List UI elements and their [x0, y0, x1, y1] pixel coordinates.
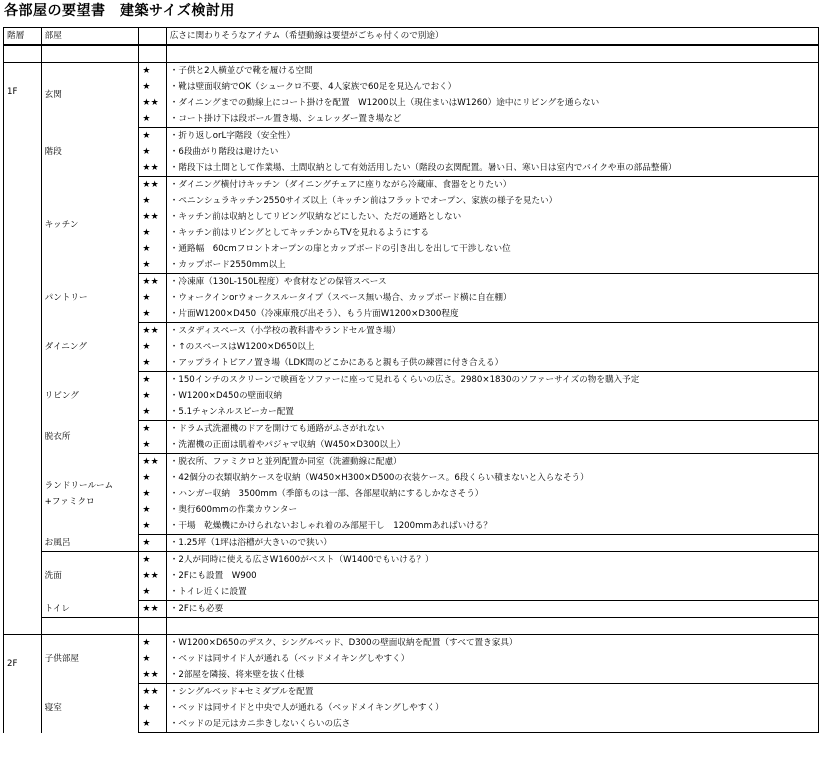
requirement-text: ・W1200×D650のデスク、シングルベッド、D300の壁面収納を配置（すべて置き家具） — [166, 635, 818, 652]
room-name: 子供部屋 — [41, 635, 139, 684]
priority-stars: ★ — [139, 584, 166, 601]
priority-stars: ★★ — [139, 323, 166, 340]
header-floor: 階層 — [4, 28, 42, 46]
table-row — [4, 274, 819, 291]
priority-stars: ★ — [139, 651, 166, 667]
requirement-text: ・奥行600mmの作業カウンター — [166, 502, 818, 518]
room-name: トイレ — [41, 601, 139, 618]
requirements-table — [3, 27, 819, 733]
spacer-cell — [41, 45, 139, 63]
priority-stars: ★ — [139, 225, 166, 241]
table-row — [4, 372, 819, 389]
requirement-text: ・ベッドは同サイドと中央で人が通れる（ベッドメイキングしやすく） — [166, 700, 818, 716]
requirement-text: ・6段曲がり階段は避けたい — [166, 144, 818, 160]
priority-stars: ★★ — [139, 454, 166, 471]
priority-stars: ★ — [139, 502, 166, 518]
priority-stars: ★ — [139, 518, 166, 535]
room-name: リビング — [41, 372, 139, 421]
spacer-cell — [139, 618, 166, 635]
requirement-text: ・ダイニングまでの動線上にコート掛けを配置 W1200以上（現住まいはW1260）途中にリビングを通らない — [166, 95, 818, 111]
requirement-text: ・2Fにも必要 — [166, 601, 818, 618]
priority-stars: ★ — [139, 193, 166, 209]
floor-spacer-row — [4, 618, 819, 635]
requirement-text: ・片面W1200×D450（冷凍庫飛び出そう）、もう片面W1200×D300程度 — [166, 306, 818, 323]
room-name: 脱衣所 — [41, 421, 139, 454]
priority-stars: ★ — [139, 635, 166, 652]
requirement-text: ・↑のスペースはW1200×D650以上 — [166, 339, 818, 355]
priority-stars: ★ — [139, 437, 166, 454]
header-requirements: 広さに関わりそうなアイテム（希望動線は要望がごちゃ付くので別途） — [166, 28, 818, 46]
requirement-text: ・子供と2人横並びで靴を履ける空間 — [166, 63, 818, 80]
requirement-text: ・アップライトピアノ置き場（LDK間のどこかにあると親も子供の練習に付き合える） — [166, 355, 818, 372]
priority-stars: ★ — [139, 700, 166, 716]
spacer-cell — [139, 45, 166, 63]
spacer-cell — [4, 618, 42, 635]
room-name: お風呂 — [41, 535, 139, 552]
requirement-text: ・干場 乾燥機にかけられないおしゃれ着のみ部屋干し 1200mmあればいける？ — [166, 518, 818, 535]
room-name: ダイニング — [41, 323, 139, 372]
header-row — [4, 28, 819, 46]
spacer-cell — [4, 45, 42, 63]
priority-stars: ★ — [139, 111, 166, 128]
requirement-text: ・洗濯機の正面は肌着やパジャマ収納（W450×D300以上） — [166, 437, 818, 454]
floor-label: 1F — [4, 63, 42, 618]
priority-stars: ★ — [139, 486, 166, 502]
requirement-text: ・ベッドの足元はカニ歩きしないくらいの広さ — [166, 716, 818, 733]
requirement-text: ・キッチン前は収納としてリビング収納などにしたい、ただの通路としない — [166, 209, 818, 225]
priority-stars: ★ — [139, 716, 166, 733]
table-row — [4, 63, 819, 80]
requirement-text: ・コート掛け下は段ボール置き場、シュレッダー置き場など — [166, 111, 818, 128]
priority-stars: ★★ — [139, 177, 166, 194]
room-name: 玄関 — [41, 63, 139, 128]
priority-stars: ★ — [139, 290, 166, 306]
priority-stars: ★★ — [139, 95, 166, 111]
requirement-text: ・ドラム式洗濯機のドアを開けても通路がふさがれない — [166, 421, 818, 438]
floor-label: 2F — [4, 635, 42, 733]
room-name: パントリー — [41, 274, 139, 323]
priority-stars: ★★ — [139, 667, 166, 684]
priority-stars: ★★ — [139, 601, 166, 618]
table-row — [4, 454, 819, 471]
room-name: ランドリールーム +ファミクロ — [41, 454, 139, 535]
table-row — [4, 552, 819, 569]
priority-stars: ★★ — [139, 209, 166, 225]
requirement-text: ・ベッドは同サイド人が通れる（ベッドメイキングしやすく） — [166, 651, 818, 667]
requirement-text: ・150インチのスクリーンで映画をソファーに座って見れるくらいの広さ。2980×1830のソファーサイズの物を購入予定 — [166, 372, 818, 389]
priority-stars: ★ — [139, 355, 166, 372]
requirement-text: ・冷凍庫（130L-150L程度）や食材などの保管スペース — [166, 274, 818, 291]
priority-stars: ★★ — [139, 160, 166, 177]
requirement-text: ・2部屋を隣接、将来壁を抜く仕様 — [166, 667, 818, 684]
requirement-text: ・カップボード2550mm以上 — [166, 257, 818, 274]
requirement-text: ・通路幅 60cmフロントオープンの扉とカップボードの引き出しを出して干渉しない位 — [166, 241, 818, 257]
spacer-cell — [166, 618, 818, 635]
priority-stars: ★ — [139, 63, 166, 80]
requirement-text: ・ペニンシュラキッチン2550サイズ以上（キッチン前はフラットでオープン、家族の様子を見たい） — [166, 193, 818, 209]
page-title: 各部屋の要望書 建築サイズ検討用 — [4, 3, 235, 19]
priority-stars: ★ — [139, 421, 166, 438]
priority-stars: ★ — [139, 241, 166, 257]
requirement-text: ・スタディスペース（小学校の教科書やランドセル置き場） — [166, 323, 818, 340]
priority-stars: ★ — [139, 404, 166, 421]
requirement-text: ・キッチン前はリビングとしてキッチンからTVを見れるようにする — [166, 225, 818, 241]
requirement-text: ・トイレ近くに設置 — [166, 584, 818, 601]
priority-stars: ★★ — [139, 274, 166, 291]
requirement-text: ・折り返しorL字階段（安全性） — [166, 128, 818, 145]
table-row — [4, 177, 819, 194]
priority-stars: ★ — [139, 372, 166, 389]
priority-stars: ★ — [139, 128, 166, 145]
header-room: 部屋 — [41, 28, 139, 46]
table-row — [4, 601, 819, 618]
priority-stars: ★ — [139, 388, 166, 404]
priority-stars: ★ — [139, 306, 166, 323]
requirement-text: ・ウォークインorウォークスルータイプ（スペース無い場合、カップボード横に自在棚） — [166, 290, 818, 306]
requirement-text: ・1.25坪（1坪は浴槽が大きいので狭い） — [166, 535, 818, 552]
table-row — [4, 421, 819, 438]
requirement-text: ・ハンガー収納 3500mm（季節ものは一部、各部屋収納にするしかなさそう） — [166, 486, 818, 502]
requirement-text: ・シングルベッド+セミダブルを配置 — [166, 684, 818, 701]
priority-stars: ★ — [139, 552, 166, 569]
requirement-text: ・脱衣所、ファミクロと並列配置か同室（洗濯動線に配慮） — [166, 454, 818, 471]
room-name: キッチン — [41, 177, 139, 274]
table-row — [4, 635, 819, 652]
priority-stars: ★ — [139, 470, 166, 486]
priority-stars: ★★ — [139, 568, 166, 584]
spacer-cell — [166, 45, 818, 63]
requirement-text: ・42個分の衣類収納ケースを収納（W450×H300×D500の衣装ケース。6段くらい積まないと入らなそう） — [166, 470, 818, 486]
requirement-text: ・5.1チャンネルスピーカー配置 — [166, 404, 818, 421]
table-row — [4, 684, 819, 701]
floor-spacer-row — [4, 45, 819, 63]
priority-stars: ★ — [139, 339, 166, 355]
room-name: 階段 — [41, 128, 139, 177]
table-row — [4, 323, 819, 340]
requirement-text: ・W1200×D450の壁面収納 — [166, 388, 818, 404]
priority-stars: ★ — [139, 79, 166, 95]
requirements-table-body — [4, 28, 819, 733]
header-stars — [139, 28, 166, 46]
room-name: 洗面 — [41, 552, 139, 601]
priority-stars: ★★ — [139, 684, 166, 701]
requirement-text: ・階段下は土間として作業場、土間収納として有効活用したい（階段の玄関配置。暑い日、寒い日は室内でバイクや車の部品整備） — [166, 160, 818, 177]
priority-stars: ★ — [139, 144, 166, 160]
priority-stars: ★ — [139, 535, 166, 552]
spacer-cell — [41, 618, 139, 635]
requirement-text: ・靴は壁面収納でOK（シュークロ不要、4人家族で60足を見込んでおく） — [166, 79, 818, 95]
requirement-text: ・2Fにも設置 W900 — [166, 568, 818, 584]
requirement-text: ・2人が同時に使える広さW1600がベスト（W1400でもいける？） — [166, 552, 818, 569]
room-name: 寝室 — [41, 684, 139, 733]
table-row — [4, 535, 819, 552]
priority-stars: ★ — [139, 257, 166, 274]
requirement-text: ・ダイニング横付けキッチン（ダイニングチェアに座りながら冷蔵庫、食器をとりたい） — [166, 177, 818, 194]
table-row — [4, 128, 819, 145]
